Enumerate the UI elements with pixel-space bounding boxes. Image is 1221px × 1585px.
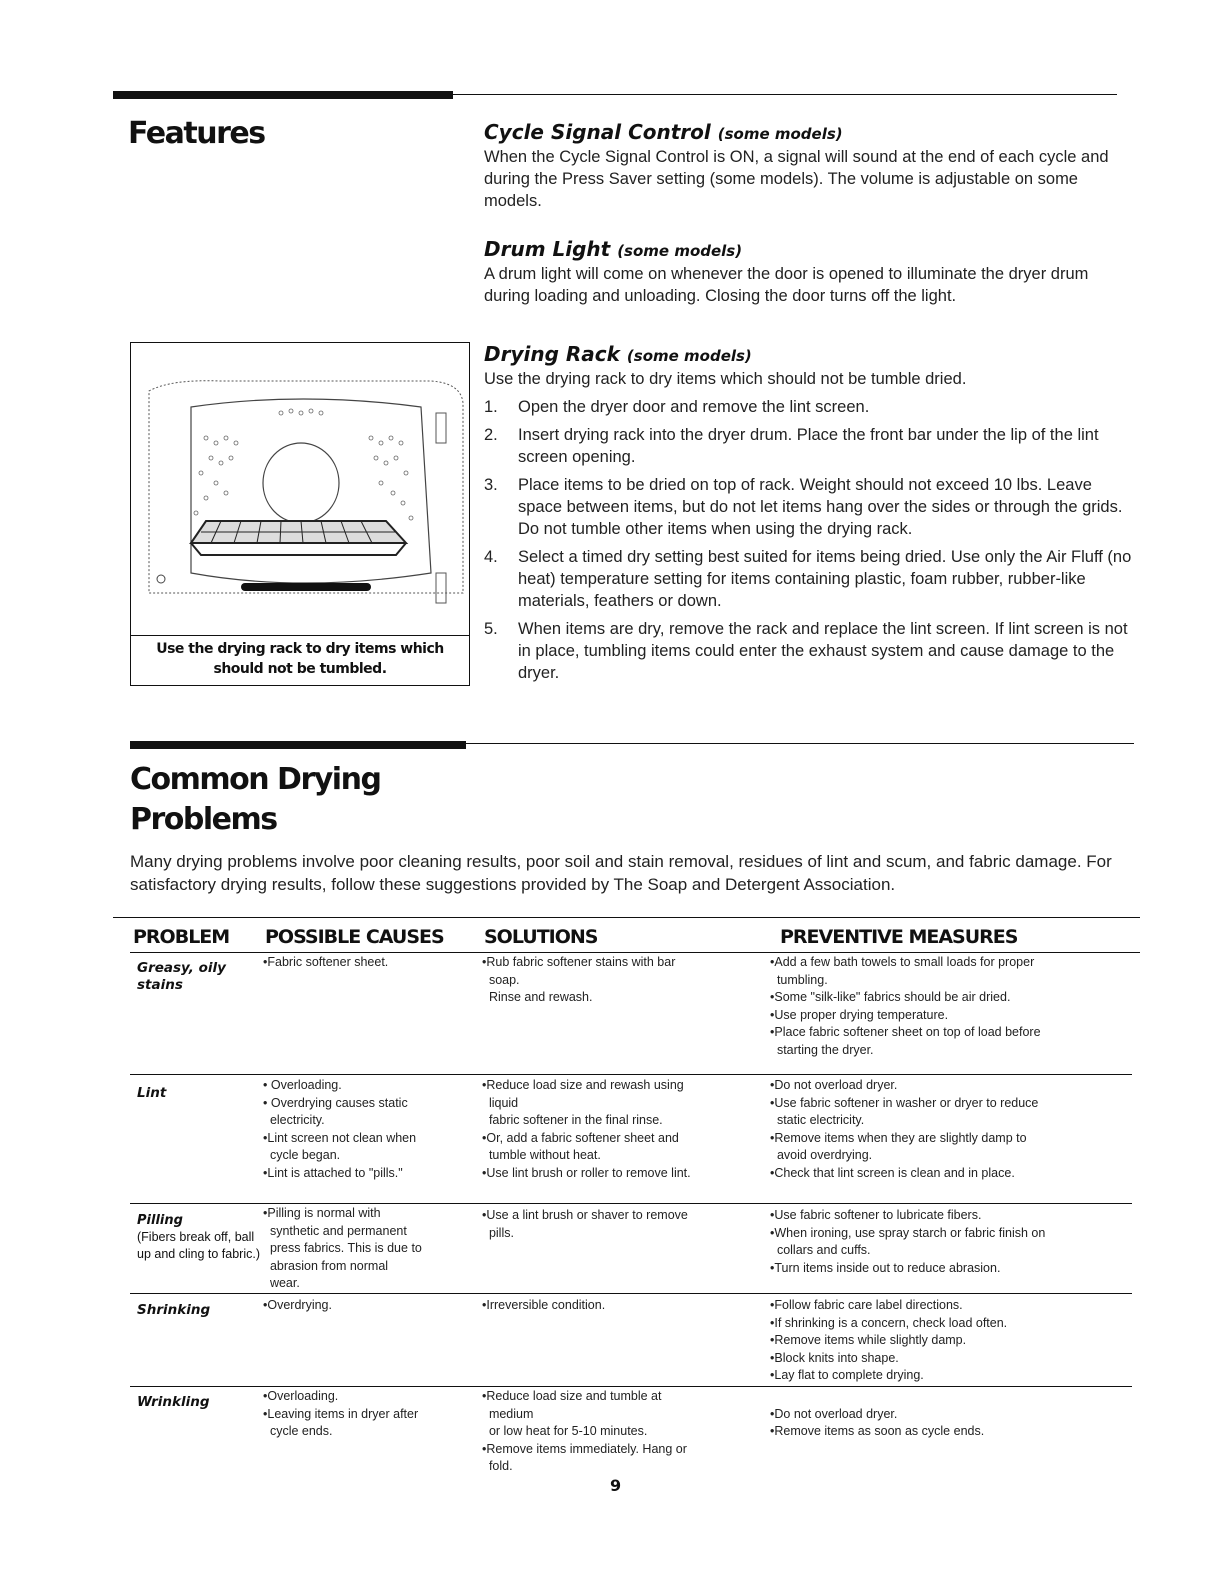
cause-line: •Overdrying. [263,1298,332,1312]
problem-cell [137,1212,262,1263]
drum-light-section [484,237,1134,307]
cycle-signal-heading-text: Cycle Signal Control [484,120,711,144]
solutions-cell [482,1077,762,1182]
cause-line: electricity. [263,1113,325,1127]
preventive-line: •Use fabric softener in washer or dryer to reduce [770,1095,1039,1110]
drying-rack-qualifier: (some models) [626,347,752,365]
cause-line: •Overloading. [263,1389,339,1403]
drying-rack-steps [484,396,1134,684]
preventive-line: •Use proper drying temperature. [770,1007,949,1022]
solution-line: •Rub fabric softener stains with bar [482,955,676,969]
header-problem: PROBLEM [133,926,230,948]
preventive-line: •Remove items when they are slightly damp to [770,1130,1027,1145]
cause-line: • Overloading. [263,1078,342,1092]
step-number: 3. [484,476,498,494]
problems-intro: Many drying problems involve poor cleaning results, poor soil and stain removal, residues of lint and scum, and fabric damage. For satisfactory drying results, follow these suggestions provided by The Soap and Detergent Association. [130,852,1112,894]
solutions-cell [482,1388,762,1476]
row-divider [130,1074,1132,1075]
step-text: When items are dry, remove the rack and replace the lint screen. If lint screen is not in place, tumbling items could enter the exhaust system and cause damage to the dryer. [518,620,1128,682]
header-solutions: SOLUTIONS [484,926,598,948]
problems-title-line2: Problems [130,802,277,837]
preventive-line: tumbling. [770,972,828,987]
drum-light-heading [484,237,1134,261]
preventive-cell [770,1297,1130,1385]
cause-line: • Overdrying causes static [263,1095,408,1110]
figure-caption: Use the drying rack to dry items which should not be tumbled. [156,641,444,677]
cause-line: press fabrics. This is due to [263,1241,422,1255]
preventive-line: •Place fabric softener sheet on top of load before [770,1025,1041,1039]
drum-light-qualifier: (some models) [617,242,743,260]
cycle-signal-body: When the Cycle Signal Control is ON, a signal will sound at the end of each cycle and during the Press Saver setting (some models). The volume is adjustable on some models. [484,148,1109,210]
step-text: Select a timed dry setting best suited for items being dried. Use only the Air Fluff (no heat) temperature setting for items containing plastic, foam rubber, rubber-like materials, feathers or down. [518,548,1132,610]
header-bottom-rule [130,952,1140,953]
preventive-line: •Block knits into shape. [770,1350,899,1365]
preventive-line: •Remove items while slightly damp. [770,1333,967,1347]
caption-divider [131,635,469,636]
solutions-cell [482,954,762,1007]
causes-cell [263,1077,473,1182]
drying-rack-heading-text: Drying Rack [484,342,620,366]
preventive-cell [770,954,1130,1059]
problems-top-rule-thick [130,741,466,749]
drying-rack-illustration [131,343,469,635]
solution-line: or low heat for 5-10 minutes. [482,1424,648,1438]
cycle-signal-section [484,120,1134,212]
preventive-cell [770,1077,1130,1182]
solution-line: •Reduce load size and tumble at [482,1389,662,1403]
solutions-cell [482,1207,762,1242]
preventive-cell [770,1388,1130,1441]
features-top-rule-thin [453,94,1117,95]
problem-name: Greasy, oily stains [137,960,226,993]
drying-rack-section [484,342,1134,690]
cause-line: •Lint is attached to "pills." [263,1165,403,1180]
row-divider [130,1203,1132,1204]
cause-line: cycle began. [263,1148,341,1162]
drum-light-body: A drum light will come on whenever the door is opened to illuminate the dryer drum during loading and unloading. Closing the door turns off the light. [484,265,1089,305]
problem-subtext: (Fibers break off, ball up and cling to fabric.) [137,1230,260,1261]
preventive-cell [770,1207,1130,1277]
problem-cell [137,1394,247,1411]
problem-name: Wrinkling [137,1394,210,1410]
row-divider [130,1386,1132,1387]
cause-line: •Pilling is normal with [263,1206,381,1220]
problems-title [130,760,380,840]
features-top-rule-thick [113,91,453,99]
causes-cell [263,1205,473,1293]
solution-line: •Use lint brush or roller to remove lint. [482,1165,691,1180]
preventive-line: starting the dryer. [770,1042,874,1057]
cause-line: •Leaving items in dryer after [263,1406,419,1421]
preventive-line: •Follow fabric care label directions. [770,1298,963,1312]
preventive-line: •Turn items inside out to reduce abrasion. [770,1260,1001,1275]
cause-line: •Lint screen not clean when [263,1130,417,1145]
solution-line: •Reduce load size and rewash using [482,1078,684,1092]
drying-rack-step [484,474,1134,540]
solution-line: liquid [482,1095,519,1110]
solution-line: tumble without heat. [482,1148,601,1162]
preventive-line: •When ironing, use spray starch or fabric finish on [770,1225,1046,1240]
cause-line: synthetic and permanent [263,1223,407,1238]
preventive-line: •Check that lint screen is clean and in place. [770,1165,1015,1180]
drying-rack-step [484,618,1134,684]
header-causes: POSSIBLE CAUSES [265,926,444,948]
drying-rack-step [484,546,1134,612]
row-divider [130,1293,1132,1294]
preventive-line [770,1388,1130,1406]
header-preventive: PREVENTIVE MEASURES [780,926,1018,948]
table-top-rule [113,917,1140,918]
problem-name: Pilling [137,1213,183,1228]
drying-rack-figure [130,342,470,686]
solution-line: fabric softener in the final rinse. [482,1113,663,1127]
drum-light-heading-text: Drum Light [484,237,611,261]
drying-rack-heading [484,342,1134,366]
preventive-line: •Lay flat to complete drying. [770,1368,924,1382]
step-number: 1. [484,398,498,416]
drying-rack-intro: Use the drying rack to dry items which should not be tumble dried. [484,370,967,388]
drying-rack-step [484,424,1134,468]
step-text: Open the dryer door and remove the lint screen. [518,398,870,416]
problem-cell [137,1302,247,1319]
cause-line: •Fabric softener sheet. [263,955,389,969]
problem-name: Lint [137,1085,167,1101]
preventive-line: •Add a few bath towels to small loads for proper [770,955,1035,969]
solution-line: •Irreversible condition. [482,1298,606,1312]
cause-line: wear. [263,1276,300,1290]
preventive-line: •Use fabric softener to lubricate fibers. [770,1208,982,1222]
preventive-line: •If shrinking is a concern, check load often. [770,1315,1008,1330]
step-text: Insert drying rack into the dryer drum. Place the front bar under the lip of the lint screen opening. [518,426,1099,466]
cycle-signal-qualifier: (some models) [717,125,843,143]
causes-cell [263,1388,473,1441]
preventive-line: •Remove items as soon as cycle ends. [770,1424,985,1438]
preventive-line: •Do not overload dryer. [770,1078,898,1092]
preventive-line: avoid overdrying. [770,1148,873,1162]
step-number: 5. [484,620,498,638]
solution-line: •Remove items immediately. Hang or [482,1441,687,1456]
step-text: Place items to be dried on top of rack. Weight should not exceed 10 lbs. Leave space between items, but do not let items hang over the sides or through the grids. Do not tumble other items when using the drying rack. [518,476,1123,538]
preventive-line: collars and cuffs. [770,1243,871,1257]
solution-line: pills. [482,1225,514,1240]
page-number: 9 [610,1476,622,1495]
features-title: Features [128,116,265,151]
causes-cell [263,954,463,972]
cause-line: cycle ends. [263,1424,333,1438]
step-number: 4. [484,548,498,566]
solutions-cell [482,1297,762,1315]
drying-rack-step [484,396,1134,418]
cycle-signal-heading [484,120,1134,144]
solution-line: •Or, add a fabric softener sheet and [482,1130,679,1145]
solution-line: soap. [482,972,520,987]
problem-cell [137,960,247,994]
causes-cell [263,1297,473,1315]
problems-title-line1: Common Drying [130,762,381,797]
solution-line: Rinse and rewash. [482,990,593,1004]
preventive-line: •Do not overload dryer. [770,1406,898,1421]
solution-line: medium [482,1406,534,1421]
solution-line: •Use a lint brush or shaver to remove [482,1208,688,1222]
preventive-line: •Some "silk-like" fabrics should be air dried. [770,990,1011,1004]
preventive-line: static electricity. [770,1113,865,1127]
problem-cell [137,1085,247,1102]
problem-name: Shrinking [137,1302,211,1318]
cause-line: abrasion from normal [263,1258,389,1273]
step-number: 2. [484,426,498,444]
solution-line: fold. [482,1459,513,1473]
problems-top-rule-thin [466,743,1134,744]
